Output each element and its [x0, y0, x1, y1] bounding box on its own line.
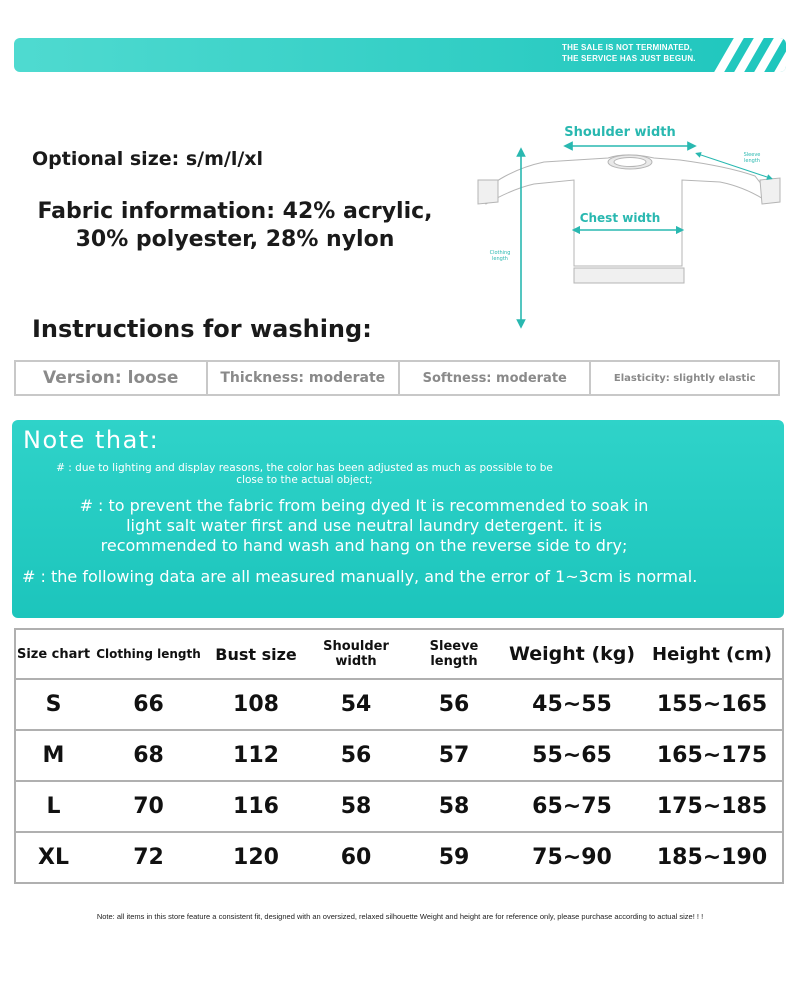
- cell-size: XL: [38, 845, 69, 870]
- fabric-attributes-row: [14, 360, 780, 396]
- cell-clothing-length: 70: [91, 781, 206, 832]
- cell-clothing-length: 66: [91, 679, 206, 730]
- table-row: [15, 730, 783, 781]
- cell-sleeve-length: 59: [438, 845, 470, 870]
- header-sleeve-length: Sleeve length: [406, 629, 502, 679]
- attribute-version: Version: loose: [16, 362, 208, 394]
- cell-weight: 75~90: [532, 845, 612, 870]
- cell-height: 155~165: [642, 679, 783, 730]
- note-box: [12, 420, 784, 618]
- banner-slogan: [562, 42, 696, 64]
- note-title: Note that:: [23, 426, 160, 454]
- fabric-line-2: 30% polyester, 28% nylon: [75, 227, 395, 252]
- fabric-line-1: Fabric information: 42% acrylic,: [37, 199, 433, 224]
- note-item-washing-line-1: # : to prevent the fabric from being dyed It is recommended to soak in: [79, 496, 649, 515]
- sleeve-length-label: Sleeve length: [743, 152, 761, 164]
- shoulder-width-label: Shoulder width: [564, 125, 676, 140]
- cell-sleeve-length: 57: [406, 730, 502, 781]
- header-weight: Weight (kg): [502, 629, 642, 679]
- header-size-chart: Size chart: [15, 629, 91, 679]
- cell-sleeve-length: 56: [406, 679, 502, 730]
- footnote: Note: all items in this store feature a consistent fit, designed with an oversized, relaxed silhouette Weight and height are for reference only, please purchase according to actual size! ! !: [96, 912, 704, 921]
- cell-weight: 55~65: [502, 730, 642, 781]
- note-item-measurement: # : the following data are all measured manually, and the error of 1~3cm is normal.: [22, 567, 698, 586]
- cell-clothing-length: 72: [133, 845, 164, 870]
- cell-sleeve-length: 58: [406, 781, 502, 832]
- cell-size: L: [15, 781, 91, 832]
- fabric-information: [20, 198, 450, 254]
- note-item-color-line-2: close to the actual object;: [236, 474, 373, 486]
- note-item-washing-line-2: light salt water first and use neutral laundry detergent. it is: [126, 516, 602, 535]
- cell-shoulder-width: 54: [306, 679, 406, 730]
- cell-bust-size: 108: [206, 679, 306, 730]
- cell-shoulder-width: 58: [306, 781, 406, 832]
- note-item-color-line-1: # : due to lighting and display reasons, the color has been adjusted as much as possible to be: [56, 462, 553, 474]
- cell-height: 165~175: [642, 730, 783, 781]
- sweater-measurement-diagram: [470, 118, 790, 333]
- cell-bust-size: 120: [233, 845, 279, 870]
- chest-width-label: Chest width: [579, 211, 661, 225]
- cell-size: M: [15, 730, 91, 781]
- cell-weight: 45~55: [502, 679, 642, 730]
- header-bust-size: Bust size: [206, 629, 306, 679]
- header-clothing-length: Clothing length: [91, 629, 206, 679]
- attribute-softness: Softness: moderate: [400, 362, 592, 394]
- attribute-elasticity: Elasticity: slightly elastic: [613, 372, 756, 384]
- top-banner: [14, 38, 786, 72]
- size-chart-table: [14, 628, 784, 884]
- banner-line-2: THE SERVICE HAS JUST BEGUN.: [562, 54, 696, 63]
- cell-weight: 65~75: [502, 781, 642, 832]
- cell-bust-size: 116: [206, 781, 306, 832]
- header-height: Height (cm): [642, 629, 783, 679]
- table-row: [15, 832, 783, 883]
- table-row: [15, 679, 783, 730]
- note-item-color: [22, 462, 587, 486]
- banner-line-1: THE SALE IS NOT TERMINATED,: [562, 43, 693, 52]
- washing-instructions-title: Instructions for washing:: [32, 315, 372, 343]
- cell-clothing-length: 68: [91, 730, 206, 781]
- cell-shoulder-width: 60: [340, 845, 372, 870]
- note-item-washing-line-3: recommended to hand wash and hang on the reverse side to dry;: [100, 536, 628, 555]
- cell-height: 185~190: [656, 845, 768, 870]
- attribute-thickness: Thickness: moderate: [208, 362, 400, 394]
- cell-shoulder-width: 56: [306, 730, 406, 781]
- header-shoulder-width: Shoulder width: [306, 629, 406, 679]
- clothing-length-label: Clothing length: [489, 250, 511, 262]
- cell-bust-size: 112: [206, 730, 306, 781]
- note-item-washing: [34, 496, 694, 556]
- table-row: [15, 781, 783, 832]
- cell-size: S: [15, 679, 91, 730]
- optional-size-text: Optional size: s/m/l/xl: [32, 148, 264, 170]
- table-header-row: [15, 629, 783, 679]
- cell-height: 175~185: [642, 781, 783, 832]
